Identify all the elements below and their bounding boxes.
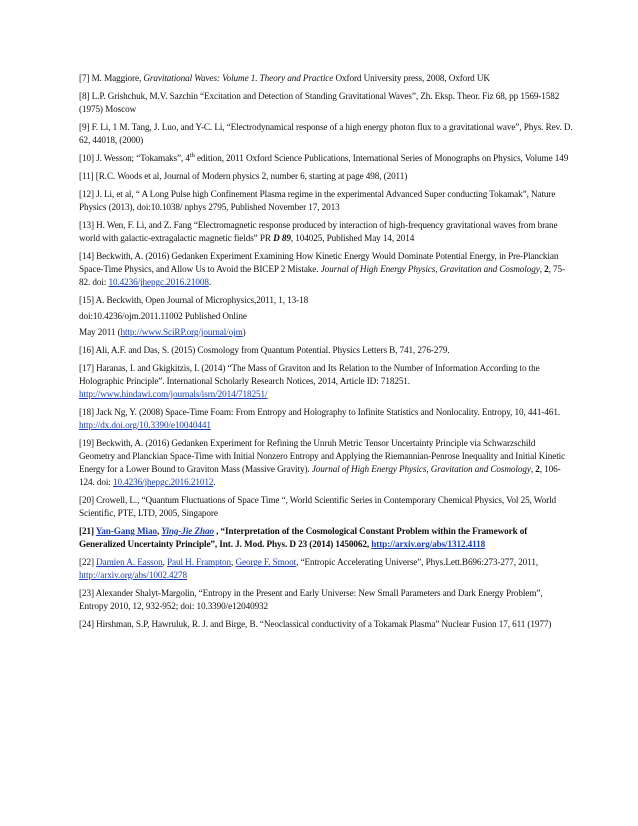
reference-15-line-3: May 2011 (http://www.SciRP.org/journal/ojm) <box>79 327 246 337</box>
reference-17 <box>79 362 573 401</box>
ref-text: [19] Beckwith, A. (2016) Gedanken Experiment for Refining the Unruh Metric Tensor Uncertainty Principle via Schwarzschild Geometry and Planckian Space-Time with Initial Nonzero Entropy and Applying the Riemannian-Penrose Inequality and Initial Kinetic Energy for a Lower Bound to Graviton Mass (Massive Gravity). <box>79 438 566 474</box>
ref-text: , “Interpretation of the Cosmological Constant Problem within the Framework of Generalized Uncertainty Principle”, Int. J. Mod. Phys. D 23 (2014) 1450062, <box>79 526 528 549</box>
ref-text: [18] Jack Ng, Y. (2008) Space-Time Foam: From Entropy and Holography to Infinite Statistics and Nonlocality. Entropy, 10, 441-461. <box>79 407 561 417</box>
ref-text: [7] M. Maggiore, <box>79 73 144 83</box>
ref-text: , 104025, Published May 14, 2014 <box>290 233 415 243</box>
reference-18 <box>79 406 573 432</box>
ref-text: [14] Beckwith, A. (2016) Gedanken Experiment Examining How Kinetic Energy Would Dominate Potential Energy, in Pre-Planckian Space-Time Physics, and Allow Us to Avoid the BICEP 2 Mistake. <box>79 251 559 274</box>
author-link-smoot[interactable]: George F. Smoot <box>235 557 297 567</box>
reference-9: [9] F. Li, 1 M. Tang, J. Luo, and Y-C. Li, “Electrodynamical response of a high energy photon flux to a gravitational wave”, Phys. Rev. D. 62, 44018, (2000) <box>79 122 573 145</box>
ref-text: edition, 2011 Oxford Science Publications, International Series of Monographs on Physics, Volume 149 <box>194 153 569 163</box>
reference-8: [8] L.P. Grishchuk, M.V. Sazchin “Excitation and Detection of Standing Gravitational Waves”, Zh. Eksp. Theor. Fiz 68, pp 1569-1582 (1975) Moscow <box>79 91 560 114</box>
reference-19: [19] Beckwith, A. (2016) Gedanken Experiment for Refining the Unruh Metric Tensor Uncertainty Principle via Schwarzschild Geometry and Planckian Space-Time with Initial Nonzero Entropy and Applying the Riemannian-Penrose Inequality and Initial Kinetic Energy for a Lower Bound to Graviton Mass (Massive Gravity). Journal of High Energy Physics, Gravitation and Cosmology, 2, 106-124. doi: 10.4236/jhepgc.2016.21012. <box>79 438 566 487</box>
volume: 2 <box>544 264 549 274</box>
reference-12: [12] J. Li, et al, “ A Long Pulse high Confinement Plasma regime in the experimental Advanced Super conducting Tokamak”, Nature Physics (2013), doi:10.1038/ nphys 2795, Published November 17, 2013 <box>79 189 556 212</box>
book-title: Gravitational Waves: Volume 1. Theory and Practice <box>143 73 334 83</box>
author-link-zhao[interactable]: Ying-Jie Zhao <box>161 526 214 536</box>
ref-text: Oxford University press, 2008, Oxford UK <box>333 73 490 83</box>
ref-text: [10] J. Wesson; “Tokamaks”, 4 <box>79 153 190 163</box>
reference-13 <box>79 219 573 245</box>
reference-15-line-1: [15] A. Beckwith, Open Journal of Microphysics,2011, 1, 13-18 <box>79 295 309 305</box>
reference-7 <box>79 72 573 85</box>
doi-link[interactable]: http://dx.doi.org/10.3390/e10040441 <box>79 420 211 430</box>
arxiv-link[interactable]: http://arxiv.org/abs/1312.4118 <box>371 539 486 549</box>
author-link-frampton[interactable]: Paul H. Frampton <box>167 557 232 567</box>
reference-list <box>79 72 573 636</box>
reference-24: [24] Hirshman, S.P, Hawruluk, R. J. and Birge, B. “Neoclassical conductivity of a Tokamak Plasma” Nuclear Fusion 17, 611 (1977) <box>79 619 552 629</box>
journal-title: Journal of High Energy Physics, Gravitation and Cosmology <box>320 264 540 274</box>
volume: D 89 <box>273 233 291 243</box>
reference-16: [16] Ali, A.F. and Das, S. (2015) Cosmology from Quantum Potential. Physics Letters B, 741, 276-279. <box>79 345 450 355</box>
reference-11: [11] [R.C. Woods et al, Journal of Modern physics 2, number 6, starting at page 498, (2011) <box>79 171 408 181</box>
author-link-easson[interactable]: Damien A. Easson <box>96 557 163 567</box>
superscript: th <box>189 151 195 159</box>
doi-link[interactable]: 10.4236/jhepgc.2016.21008 <box>108 277 209 287</box>
ref-text: [13] H. Wen, F. Li, and Z. Fang “Electromagnetic response produced by interaction of high-frequency gravitational waves from brane world with galactic-extragalactic magnetic fields” PR <box>79 220 558 243</box>
reference-21: [21] Yan-Gang Miao, Ying-Jie Zhao , “Interpretation of the Cosmological Constant Problem within the Framework of Generalized Uncertainty Principle”, Int. J. Mod. Phys. D 23 (2014) 1450062, http://arxiv.org/abs/1312.4118 <box>79 526 528 549</box>
reference-14: [14] Beckwith, A. (2016) Gedanken Experiment Examining How Kinetic Energy Would Dominate Potential Energy, in Pre-Planckian Space-Time Physics, and Allow Us to Avoid the BICEP 2 Mistake. Journal of High Energy Physics, Gravitation and Cosmology, 2, 75-82. doi: 10.4236/jhepgc.2016.21008. <box>79 251 565 287</box>
journal-title: Journal of High Energy Physics, Gravitation and Cosmology <box>311 464 531 474</box>
journal-link[interactable]: http://www.SciRP.org/journal/ojm <box>120 327 243 337</box>
reference-10 <box>79 152 573 165</box>
reference-20: [20] Crowell, L., “Quantum Fluctuations of Space Time “, World Scientific Series in Contemporary Chemical Physics, Vol 25, World Scientific, PTE, LTD, 2005, Singapore <box>79 495 557 518</box>
arxiv-link[interactable]: http://arxiv.org/abs/1002.4278 <box>79 570 188 580</box>
reference-15-line-2: doi:10.4236/ojm.2011.11002 Published Online <box>79 311 247 321</box>
reference-22: [22] Damien A. Easson, Paul H. Frampton, George F. Smoot, “Entropic Accelerating Universe”, Phys.Lett.B696:273-277, 2011, http://arxiv.org/abs/1002.4278 <box>79 557 539 580</box>
ref-text: [17] Haranas, I. and Gkigkitzis, I. (2014) “The Mass of Graviton and Its Relation to the Number of Information According to the Holographic Principle”. International Scholarly Research Notices, 2014, Article ID: 718251. <box>79 363 540 386</box>
volume: 2 <box>535 464 540 474</box>
ref-text: , “Entropic Accelerating Universe”, Phys.Lett.B696:273-277, 2011, <box>296 557 539 567</box>
article-link[interactable]: http://www.hindawi.com/journals/isrn/2014/718251/ <box>79 389 268 399</box>
author-link-miao[interactable]: Yan-Gang Miao <box>95 526 157 536</box>
reference-23: [23] Alexander Shalyt-Margolin, “Entropy in the Present and Early Universe: New Small Parameters and Dark Energy Problem”, Entropy 2010, 12, 932-952; doi: 10.3390/e12040932 <box>79 588 543 611</box>
doi-link[interactable]: 10.4236/jhepgc.2016.21012 <box>112 477 214 487</box>
